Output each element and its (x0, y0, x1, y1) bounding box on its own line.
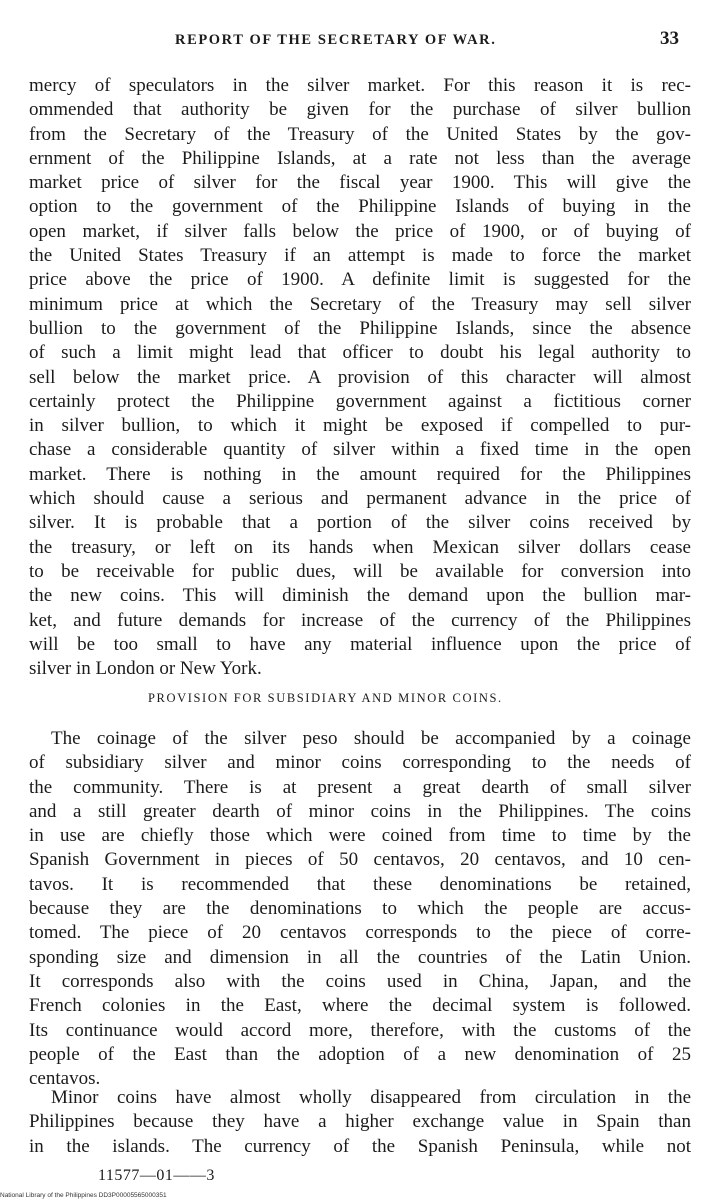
library-credit: National Library of the Philippines DD3P00005565000351 (0, 1192, 167, 1199)
text-line: French colonies in the East, where the decimal system is followed. (29, 995, 691, 1017)
text-line: mercy of speculators in the silver market. For this reason it is rec- (29, 75, 691, 96)
text-line: the United States Treasury if an attempt is made to force the market (29, 245, 691, 267)
text-line: It corresponds also with the coins used in China, Japan, and the (29, 970, 691, 992)
text-line: chase a considerable quantity of silver within a fixed time in the open (29, 439, 691, 461)
text-line: Its continuance would accord more, therefore, with the customs of the (29, 1019, 691, 1041)
body-paragraph-1 (29, 74, 691, 681)
text-line: sell below the market price. A provision of this character will almost (29, 366, 691, 388)
page-number: 33 (660, 28, 679, 49)
text-line: Spanish Government in pieces of 50 centavos, 20 centavos, and 10 cen- (29, 849, 691, 871)
text-line: option to the government of the Philippine Islands of buying in the (29, 196, 691, 218)
text-line: the community. There is at present a great dearth of small silver (29, 776, 691, 798)
running-head: REPORT OF THE SECRETARY OF WAR. (175, 32, 497, 48)
text-line: people of the East than the adoption of a new denomination of 25 (29, 1043, 691, 1065)
text-line: from the Secretary of the Treasury of the United States by the gov- (29, 123, 691, 145)
text-line: bullion to the government of the Philippine Islands, since the absence (29, 317, 691, 339)
text-line: in use are chiefly those which were coined from time to time by the (29, 825, 691, 847)
text-line: The coinage of the silver peso should be accompanied by a coinage (51, 728, 691, 749)
text-line: tavos. It is recommended that these denominations be retained, (29, 873, 691, 895)
text-line: ket, and future demands for increase of the currency of the Philippines (29, 609, 691, 631)
text-line: in silver bullion, to which it might be exposed if compelled to pur- (29, 415, 691, 437)
text-line: the treasury, or left on its hands when Mexican silver dollars cease (29, 536, 691, 558)
section-heading: PROVISION FOR SUBSIDIARY AND MINOR COINS. (148, 691, 503, 705)
text-line: ommended that authority be given for the purchase of silver bullion (29, 99, 691, 121)
text-line: market price of silver for the fiscal year 1900. This will give the (29, 172, 691, 194)
body-paragraph-3 (29, 1086, 691, 1159)
text-line: sponding size and dimension in all the countries of the Latin Union. (29, 946, 691, 968)
text-line: silver. It is probable that a portion of the silver coins received by (29, 512, 691, 534)
text-line: price above the price of 1900. A definite limit is suggested for the (29, 269, 691, 291)
text-line: minimum price at which the Secretary of the Treasury may sell silver (29, 293, 691, 315)
text-line: ernment of the Philippine Islands, at a rate not less than the average (29, 147, 691, 169)
text-line: tomed. The piece of 20 centavos corresponds to the piece of corre- (29, 922, 691, 944)
text-line: because they are the denominations to which the people are accus- (29, 898, 691, 920)
text-line: open market, if silver falls below the price of 1900, or of buying of (29, 220, 691, 242)
text-line: and a still greater dearth of minor coins in the Philippines. The coins (29, 800, 691, 822)
signature-mark: 11577—01——3 (98, 1167, 215, 1184)
text-line: Philippines because they have a higher exchange value in Spain than (29, 1111, 691, 1133)
text-line: of such a limit might lead that officer to doubt his legal authority to (29, 342, 691, 364)
text-line: certainly protect the Philippine government against a fictitious corner (29, 390, 691, 412)
text-line: to be receivable for public dues, will be available for conversion into (29, 560, 691, 582)
text-line: silver in London or New York. (29, 658, 262, 680)
text-line: which should cause a serious and permanent advance in the price of (29, 488, 691, 510)
text-line: in the islands. The currency of the Spanish Peninsula, while not (29, 1135, 691, 1157)
body-paragraph-2 (29, 727, 691, 1091)
text-line: the new coins. This will diminish the demand upon the bullion mar- (29, 585, 691, 607)
text-line: of subsidiary silver and minor coins corresponding to the needs of (29, 752, 691, 774)
text-line: centavos. (29, 1068, 101, 1090)
text-line: market. There is nothing in the amount required for the Philippines (29, 463, 691, 485)
text-line: Minor coins have almost wholly disappeared from circulation in the (51, 1087, 691, 1108)
text-line: will be too small to have any material influence upon the price of (29, 633, 691, 655)
